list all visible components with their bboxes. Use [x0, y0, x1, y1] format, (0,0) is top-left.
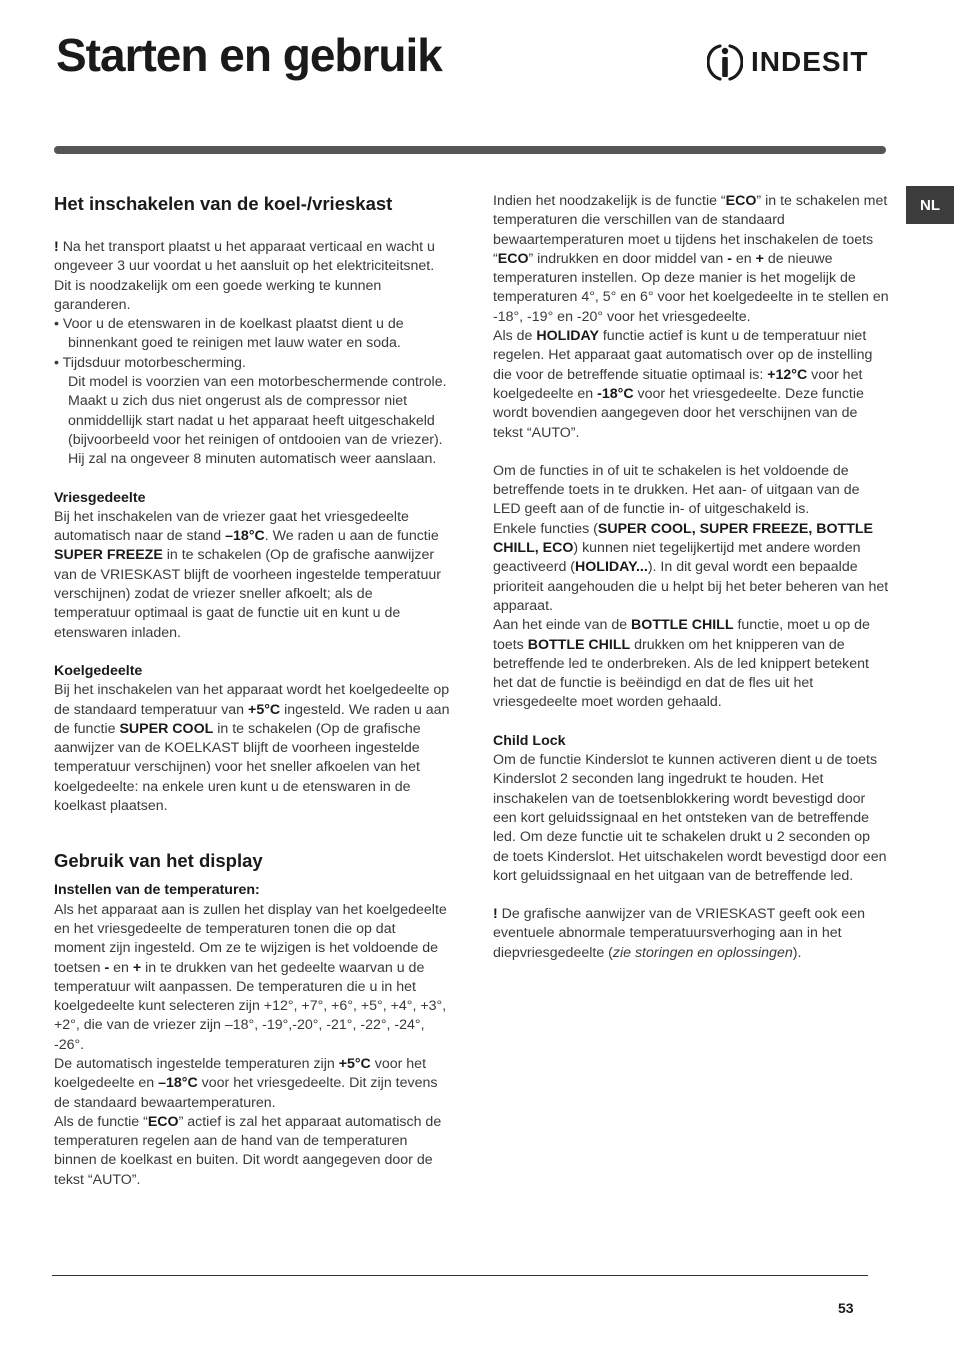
- brand-logo: [707, 42, 868, 82]
- eco-text: Als de functie “ECO” actief is zal het apparaat automatisch de temperaturen regelen aan de hand van de temperaturen binnen de koelkast en buiten. Dit wordt aangegeven door de tekst “AUTO”.: [54, 1113, 442, 1188]
- subheading-child-lock: Child Lock: [493, 732, 566, 749]
- warning-mark: !: [493, 906, 498, 923]
- bullet-motor-protection: • Tijdsduur motorbescherming.: [54, 354, 246, 371]
- language-tab: NL: [906, 186, 954, 224]
- right-column: [493, 192, 889, 963]
- freezer-warning: ! De grafische aanwijzer van de VRIESKAST geeft ook een eventuele abnormale temperatuursverhoging aan in het diepvriesgedeelte (zie storingen en oplossingen).: [493, 906, 865, 961]
- auto-temperature-text: De automatisch ingestelde temperaturen zijn +5°C voor het koelgedeelte en –18°C voor het vriesgedeelte. Dit zijn tevens de standaard bewaartemperaturen.: [54, 1055, 438, 1111]
- logo-text: INDESIT: [751, 46, 869, 77]
- motor-protection-text: Dit model is voorzien van een motorbeschermende controle. Maakt u zich dus niet ongerust als de compressor niet onmiddellijk start nadat u het apparaat heeft uitgeschakeld (bijvoorbeeld voor het reinigen of ontdooien van de vriezer). Hij zal na ongeveer 8 minuten automatisch weer aanslaan.: [68, 374, 447, 468]
- header-divider: [54, 146, 886, 154]
- freezer-text: Bij het inschakelen van de vriezer gaat het vriesgedeelte automatisch naar de stand –18°C. We raden u aan de functie SUPER FREEZE in te schakelen (Op de grafische aanwijzer van de VRIESKAST blijft de voorheen ingestelde temperatuur verschijnen) zodat de vriezer sneller afkoelt; als de temperatuur optimaal is gaat de functie uit en kunt u de etenswaren inladen.: [54, 508, 441, 641]
- temperature-text: Als het apparaat aan is zullen het display van het koelgedeelte en het vriesgedeelte de temperaturen tonen die op dat moment zijn ingesteld. Om ze te wijzigen is het voldoende de toetsen - en + in te drukken van het gedeelte waarvan u de temperatuur wilt aanpassen. De temperaturen die u in het koelgedeelte kunt selecteren zijn +12°, +7°, +6°, +5°, +4°, +3°, +2°, die van de vriezer zijn –18°, -19°,-20°, -21°, -22°, -24°, -26°.: [54, 901, 447, 1053]
- fridge-text: Bij het inschakelen van het apparaat wordt het koelgedeelte op de standaard temperatuur van +5°C ingesteld. We raden u aan de functie SUPER COOL in te schakelen (Op de grafische aanwijzer van de KOELKAST blijft de voorheen ingestelde temperatuur verschijnen) voor het sneller afkoelen van het koelgedeelte: na enkele uren kunt u de etenswaren in de koelkast plaatsen.: [54, 682, 450, 815]
- child-lock-text: Om de functie Kinderslot te kunnen activeren dient u de toets Kinderslot 2 seconden lang ingedrukt te houden. Het inschakelen van de toetsenblokkering wordt bevestigd door een kort geluidssignaal en het ontsteken van de betreffende led. Om deze functie uit te schakelen drukt u 2 seconden op de toets Kinderslot. Het uitschakelen wordt bevestigd door een kort geluidssignaal en het uitgaan van de betreffende led.: [493, 752, 887, 884]
- functions-toggle-text: Om de functies in of uit te schakelen is het voldoende de betreffende toets in te drukken. Het aan- of uitgaan van de LED geeft aan of de functie in- of uitgeschakeld is.: [493, 462, 860, 518]
- bottle-chill-text: Aan het einde van de BOTTLE CHILL functie, moet u op de toets BOTTLE CHILL drukken om het knipperen van de betreffende led te onderbreken. Als de led knippert betekent het dat de functie is beëindigd en dat de fles uit het vriesgedeelte moet worden gehaald.: [493, 617, 870, 711]
- subheading-fridge: Koelgedeelte: [54, 662, 143, 679]
- holiday-text: Als de HOLIDAY functie actief is kunt u de temperatuur niet regelen. Het apparaat gaat automatisch over op de instelling die voor de betreffende situatie optimaal is: +12°C voor het koelgedeelte en -18°C voor het vriesgedeelte. Deze functie wordt bovendien aangegeven door het verschijnen van de tekst “AUTO”.: [493, 328, 873, 441]
- section-heading-display: Gebruik van het display: [54, 850, 263, 872]
- transport-warning: ! Na het transport plaatst u het apparaat verticaal en wacht u ongeveer 3 uur voordat u het aansluit op het elektriciteitsnet. Dit is noodzakelijk om een goede werking te kunnen garanderen.: [54, 239, 435, 313]
- footer-divider: [52, 1275, 868, 1276]
- indesit-i-icon: [707, 42, 743, 82]
- bullet-cleaning: • Voor u de etenswaren in de koelkast plaatst dient u de binnenkant goed te reinigen met lauw water en soda.: [54, 316, 404, 352]
- page-number: 53: [838, 1300, 854, 1316]
- left-column: [54, 192, 450, 1190]
- section-heading-switch-on: Het inschakelen van de koel-/vrieskast: [54, 193, 393, 214]
- subheading-temperature: Instellen van de temperaturen:: [54, 882, 260, 899]
- warning-mark: !: [54, 239, 59, 255]
- subheading-freezer: Vriesgedeelte: [54, 489, 146, 506]
- eco-custom-text: Indien het noodzakelijk is de functie “ECO” in te schakelen met temperaturen die verschillen van de standaard bewaartemperaturen moet u tijdens het inschakelen de toets “ECO” indrukken en door middel van - en + de nieuwe temperaturen instellen. Op deze manier is het mogelijk de temperaturen 4°, 5° en 6° voor het koelgedeelte in te stellen en -18°, -19° en -20° voor het vriesgedeelte.: [493, 193, 889, 325]
- functions-priority-text: Enkele functies (SUPER COOL, SUPER FREEZE, BOTTLE CHILL, ECO) kunnen niet tegelijkertijd met andere worden geactiveerd (HOLIDAY...). In dit geval wordt een bepaalde prioriteit aangehouden die u helpt bij het beter beheren van het apparaat.: [493, 520, 889, 614]
- page-title: Starten en gebruik: [56, 29, 442, 81]
